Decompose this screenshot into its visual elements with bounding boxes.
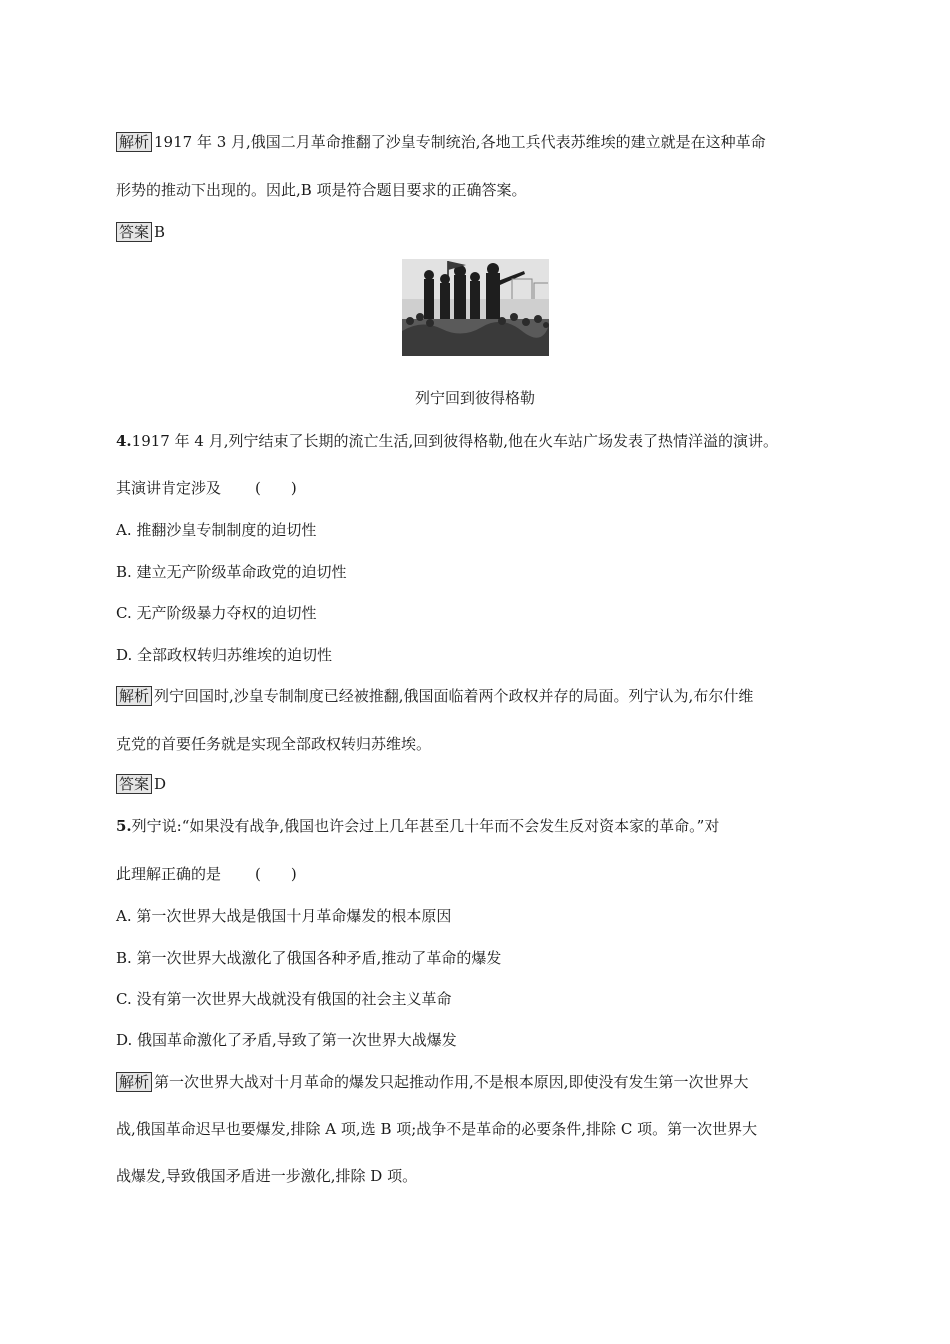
analysis-text: 第一次世界大战对十月革命的爆发只起推动作用,不是根本原因,即使没有发生第一次世界大 [154,1073,749,1091]
question-number: 4. [116,432,132,450]
question-stem: 1917 年 4 月,列宁结束了长期的流亡生活,回到彼得格勒,他在火车站广场发表了热情洋溢的演讲。 [131,432,779,450]
q4-analysis-line1 [116,686,753,706]
answer-tag: 答案 [116,774,152,794]
q4-analysis-line2: 克党的首要任务就是实现全部政权转归苏维埃。 [116,735,432,753]
q4-option-a: A. 推翻沙皇专制制度的迫切性 [116,521,317,539]
q4-option-b: B. 建立无产阶级革命政党的迫切性 [116,563,347,581]
question-stem: 列宁说:“如果没有战争,俄国也许会过上几年甚至几十年而不会发生反对资本家的革命。”对 [131,817,720,835]
q5-analysis-line3: 战爆发,导致俄国矛盾进一步激化,排除 D 项。 [116,1167,418,1185]
analysis-text: 列宁回国时,沙皇专制制度已经被推翻,俄国面临着两个政权并存的局面。列宁认为,布尔什维 [154,687,754,705]
analysis-text: 1917 年 3 月,俄国二月革命推翻了沙皇专制统治,各地工兵代表苏维埃的建立就是在这种革命 [154,133,766,151]
answer-value: D [154,775,167,793]
question-stem: 其演讲肯定涉及 [116,479,222,497]
answer-blank: ( ) [255,865,297,883]
answer-tag: 答案 [116,222,152,242]
q4-stem-line2 [116,478,297,498]
q4-stem-line1 [116,431,778,451]
q5-analysis-line2: 战,俄国革命迟早也要爆发,排除 A 项,选 B 项;战争不是革命的必要条件,排除 C 项。第一次世界大 [116,1120,758,1138]
question-stem: 此理解正确的是 [116,865,222,883]
q5-option-b: B. 第一次世界大战激化了俄国各种矛盾,推动了革命的爆发 [116,949,502,967]
q3-analysis-line1 [116,132,766,152]
analysis-tag: 解析 [116,132,152,152]
lenin-speech-illustration [402,259,549,356]
answer-blank: ( ) [255,479,297,497]
q3-answer [116,222,165,242]
q4-answer [116,774,166,794]
q5-analysis-line1 [116,1072,749,1092]
q3-analysis-line2: 形势的推动下出现的。因此,B 项是符合题目要求的正确答案。 [116,181,527,199]
analysis-tag: 解析 [116,686,152,706]
q5-stem-line2 [116,864,297,884]
question-number: 5. [116,817,132,835]
q5-option-d: D. 俄国革命激化了矛盾,导致了第一次世界大战爆发 [116,1031,457,1049]
analysis-tag: 解析 [116,1072,152,1092]
answer-value: B [154,223,166,241]
q4-option-c: C. 无产阶级暴力夺权的迫切性 [116,604,317,622]
q4-option-d: D. 全部政权转归苏维埃的迫切性 [116,646,333,664]
figure-caption: 列宁回到彼得格勒 [414,389,535,407]
q5-option-c: C. 没有第一次世界大战就没有俄国的社会主义革命 [116,990,452,1008]
q5-stem-line1 [116,816,719,836]
q5-option-a: A. 第一次世界大战是俄国十月革命爆发的根本原因 [116,907,452,925]
